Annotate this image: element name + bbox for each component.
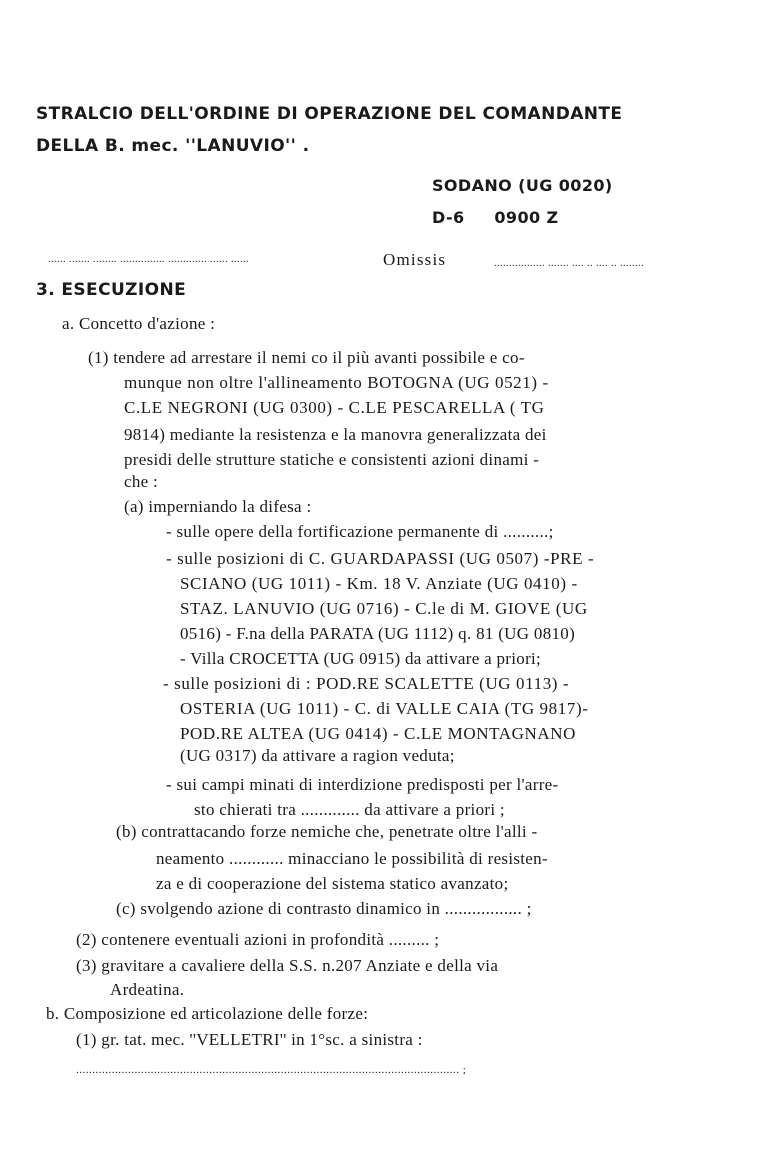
line-a-4: STAZ. LANUVIO (UG 0716) - C.le di M. GIOVE (UG [180, 599, 588, 618]
line-a-2: - sulle posizioni di C. GUARDAPASSI (UG 0507) -PRE - [166, 549, 595, 568]
omissis-right-dots: ................. ....... .... .. .... .. ........ [494, 258, 644, 269]
line-1-6: che : [124, 472, 159, 491]
line-a-9: POD.RE ALTEA (UG 0414) - C.LE MONTAGNANO [180, 724, 576, 743]
command-post-location: SODANO (UG 0020) [432, 176, 613, 195]
line-3-2: Ardeatina. [110, 980, 185, 999]
line-b-1: (b) contrattacando forze nemiche che, penetrate oltre l'alli - [116, 822, 538, 841]
line-a-12: sto chierati tra ............. da attivare a priori ; [194, 800, 505, 819]
document-title-line-1: STRALCIO DELL'ORDINE DI OPERAZIONE DEL COMANDANTE [36, 104, 623, 124]
line-composizione: b. Composizione ed articolazione delle forze: [46, 1004, 369, 1023]
omissis-left-dots: ...... ....... ........ ............... ............. ...... ...... [48, 254, 249, 265]
line-a-imperniando: (a) imperniando la difesa : [124, 497, 312, 516]
line-a-10: (UG 0317) da attivare a ragion veduta; [180, 746, 455, 765]
line-1-2: munque non oltre l'allineamento BOTOGNA (UG 0521) - [124, 373, 549, 392]
line-1-5: presidi delle strutture statiche e consistenti azioni dinami - [124, 450, 540, 469]
line-a-7: - sulle posizioni di : POD.RE SCALETTE (UG 0113) - [163, 674, 570, 693]
line-a-6: - Villa CROCETTA (UG 0915) da attivare a priori; [180, 649, 542, 668]
line-a-3: SCIANO (UG 1011) - Km. 18 V. Anziate (UG 0410) - [180, 574, 578, 593]
document-title-line-2: DELLA B. mec. ''LANUVIO'' . [36, 136, 310, 156]
line-3-1: (3) gravitare a cavaliere della S.S. n.207 Anziate e della via [76, 956, 499, 975]
order-datetime: D-6 0900 Z [432, 208, 559, 227]
line-c-1: (c) svolgendo azione di contrasto dinamico in ................. ; [116, 899, 532, 918]
line-1-4: 9814) mediante la resistenza e la manovra generalizzata dei [124, 425, 547, 444]
line-a-1: - sulle opere della fortificazione permanente di ..........; [166, 522, 554, 541]
line-concetto-azione: a. Concetto d'azione : [62, 314, 216, 333]
line-a-11: - sui campi minati di interdizione predisposti per l'arre- [166, 775, 559, 794]
line-b-2: neamento ............ minacciano le possibilità di resisten- [156, 849, 548, 868]
line-dotted-fill: ...................................................................................................................... ; [76, 1064, 467, 1076]
line-b-3: za e di cooperazione del sistema statico avanzato; [156, 874, 509, 893]
line-2: (2) contenere eventuali azioni in profondità ......... ; [76, 930, 440, 949]
line-1-3: C.LE NEGRONI (UG 0300) - C.LE PESCARELLA ( TG [124, 398, 545, 417]
line-velletri: (1) gr. tat. mec. ''VELLETRI'' in 1°sc. a sinistra : [76, 1030, 423, 1049]
line-a-5: 0516) - F.na della PARATA (UG 1112) q. 81 (UG 0810) [180, 624, 576, 643]
omissis-label: Omissis [383, 250, 447, 269]
line-a-8: OSTERIA (UG 1011) - C. di VALLE CAIA (TG 9817)- [180, 699, 589, 718]
line-1-1: (1) tendere ad arrestare il nemi co il più avanti possibile e co- [88, 348, 525, 367]
section-heading: 3. ESECUZIONE [36, 280, 187, 300]
